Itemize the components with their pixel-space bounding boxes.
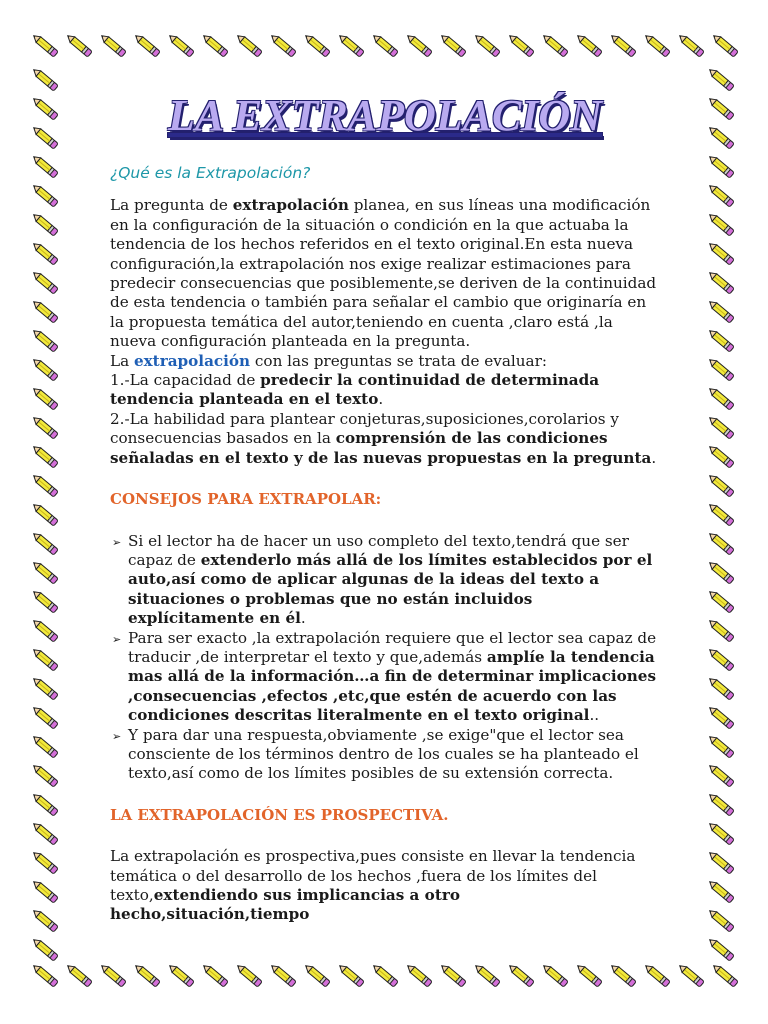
arrow-bullet-icon: ➢ <box>112 632 122 646</box>
pencil-icon <box>337 963 364 987</box>
pencil-icon <box>31 183 58 207</box>
pencil-icon <box>269 963 296 987</box>
closing-paragraph: La extrapolación es prospectiva,pues consiste en llevar la tendencia temática o del desarrollo de los hechos ,fuera de los límites del texto,extendiendo sus implicancias a otro hecho,situación,tiempo <box>110 847 636 924</box>
pencil-icon <box>133 33 160 57</box>
pencil-icon <box>707 183 734 207</box>
pencil-icon <box>31 763 58 787</box>
arrow-bullet-icon: ➢ <box>112 729 122 743</box>
pencil-icon <box>707 444 734 468</box>
pencil-icon <box>235 33 262 57</box>
pencil-icon <box>31 963 58 987</box>
pencil-icon <box>707 937 734 961</box>
point-1: 1.-La capacidad de predecir la continuidad de determinada tendencia planteada en el texto. <box>110 371 600 409</box>
pencil-icon <box>707 328 734 352</box>
pencil-icon <box>31 908 58 932</box>
pencil-icon <box>31 560 58 584</box>
pencil-icon <box>575 963 602 987</box>
pencil-icon <box>133 963 160 987</box>
pencil-icon <box>31 647 58 671</box>
pencil-icon <box>303 963 330 987</box>
pencil-icon <box>31 357 58 381</box>
pencil-icon <box>439 963 466 987</box>
pencil-icon <box>31 444 58 468</box>
pencil-icon <box>31 937 58 961</box>
pencil-icon <box>269 33 296 57</box>
pencil-icon <box>707 212 734 236</box>
pencil-icon <box>707 792 734 816</box>
pencil-icon <box>473 33 500 57</box>
pencil-icon <box>31 502 58 526</box>
pencil-icon <box>31 270 58 294</box>
pencil-icon <box>31 792 58 816</box>
pencil-icon <box>707 154 734 178</box>
list-item: ➢ Para ser exacto ,la extrapolación requiere que el lector sea capaz de traducir ,de interpretar el texto y que,además amplíe la tendencia mas allá de la información…a fin de determinar implicaciones ,consecuencias ,efectos ,etc,que estén de acuerdo con las condiciones descritas literalmente en el texto original.. <box>112 628 657 725</box>
pencil-icon <box>541 963 568 987</box>
pencil-icon <box>707 357 734 381</box>
pencil-icon <box>707 705 734 729</box>
pencil-icon <box>677 963 704 987</box>
pencil-icon <box>31 415 58 439</box>
pencil-icon <box>31 125 58 149</box>
pencil-icon <box>707 270 734 294</box>
pencil-icon <box>707 125 734 149</box>
pencil-icon <box>31 386 58 410</box>
pencil-icon <box>303 33 330 57</box>
pencil-icon <box>643 33 670 57</box>
pencil-icon <box>707 879 734 903</box>
pencil-icon <box>707 67 734 91</box>
pencil-icon <box>99 33 126 57</box>
pencil-icon <box>31 241 58 265</box>
point-2: 2.-La habilidad para plantear conjeturas,suposiciones,corolarios y consecuencias basados en la comprensión de las condiciones señaladas en el texto y de las nuevas propuestas en la pregunta. <box>110 409 657 467</box>
pencil-icon <box>707 763 734 787</box>
pencil-icon <box>31 33 58 57</box>
pencil-icon <box>31 154 58 178</box>
pencil-icon <box>707 647 734 671</box>
pencil-icon <box>65 33 92 57</box>
pencil-icon <box>707 415 734 439</box>
pencil-icon <box>643 963 670 987</box>
pencil-icon <box>707 531 734 555</box>
pencil-icon <box>707 502 734 526</box>
pencil-icon <box>31 589 58 613</box>
page-title: LA EXTRAPOLACIÓN <box>168 91 602 140</box>
pencil-icon <box>31 328 58 352</box>
pencil-icon <box>707 386 734 410</box>
pencil-icon <box>31 299 58 323</box>
pencil-icon <box>201 963 228 987</box>
pencil-icon <box>707 676 734 700</box>
advice-list <box>110 532 660 784</box>
pencil-icon <box>507 33 534 57</box>
pencil-icon <box>31 734 58 758</box>
pencil-icon <box>707 908 734 932</box>
pencil-icon <box>707 299 734 323</box>
pencil-icon <box>609 963 636 987</box>
pencil-icon <box>371 33 398 57</box>
pencil-icon <box>541 33 568 57</box>
pencil-icon <box>235 963 262 987</box>
pencil-icon <box>707 589 734 613</box>
prospective-section-title: LA EXTRAPOLACIÓN ES PROSPECTIVA. <box>110 805 449 824</box>
pencil-icon <box>65 963 92 987</box>
intro-paragraph: La pregunta de extrapolación planea, en sus líneas una modificación en la configuración de la situación o condición en la que actuaba la tendencia de los hechos referidos en el texto original.En esta nueva configuración,la extrapolación nos exige realizar estimaciones para predecir consecuencias que posiblemente,se deriven de la continuidad de esta tendencia o también para señalar el cambio que originaría en la propuesta temática del autor,teniendo en cuenta ,claro está ,la nueva configuración planteada en la pregunta. <box>110 196 657 351</box>
pencil-icon <box>707 473 734 497</box>
pencil-icon <box>31 821 58 845</box>
pencil-icon <box>707 821 734 845</box>
pencil-icon <box>31 212 58 236</box>
pencil-icon <box>31 67 58 91</box>
pencil-icon <box>31 531 58 555</box>
pencil-icon <box>609 33 636 57</box>
pencil-icon <box>31 473 58 497</box>
pencil-icon <box>31 705 58 729</box>
advice-section-title: CONSEJOS PARA EXTRAPOLAR: <box>110 490 382 509</box>
pencil-icon <box>439 33 466 57</box>
pencil-icon <box>405 33 432 57</box>
pencil-icon <box>707 241 734 265</box>
arrow-bullet-icon: ➢ <box>112 535 122 549</box>
pencil-icon <box>31 96 58 120</box>
pencil-icon <box>707 618 734 642</box>
list-item: ➢ Y para dar una respuesta,obviamente ,se exige"que el lector sea consciente de los términos dentro de los cuales se ha planteado el texto,así como de los límites posibles de su extensión correcta. <box>112 725 639 783</box>
pencil-icon <box>507 963 534 987</box>
pencil-icon <box>167 33 194 57</box>
pencil-icon <box>707 850 734 874</box>
pencil-icon <box>99 963 126 987</box>
definition-subtitle: ¿Qué es la Extrapolación? <box>110 164 311 182</box>
pencil-icon <box>473 963 500 987</box>
pencil-icon <box>575 33 602 57</box>
pencil-icon <box>337 33 364 57</box>
pencil-icon <box>707 560 734 584</box>
pencil-icon <box>31 879 58 903</box>
pencil-icon <box>31 850 58 874</box>
pencil-icon <box>31 618 58 642</box>
pencil-icon <box>711 963 738 987</box>
pencil-icon <box>371 963 398 987</box>
evaluate-line: La extrapolación con las preguntas se trata de evaluar: <box>110 351 547 370</box>
document-page <box>110 90 660 925</box>
pencil-icon <box>677 33 704 57</box>
pencil-icon <box>707 734 734 758</box>
list-item: ➢ Si el lector ha de hacer un uso completo del texto,tendrá que ser capaz de extenderlo más allá de los límites establecidos por el auto,así como de aplicar algunas de la ideas del texto a situaciones o problemas que no están incluidos explícitamente en él. <box>112 531 653 628</box>
pencil-icon <box>711 33 738 57</box>
pencil-icon <box>167 963 194 987</box>
pencil-icon <box>201 33 228 57</box>
pencil-icon <box>707 96 734 120</box>
pencil-icon <box>405 963 432 987</box>
pencil-icon <box>31 676 58 700</box>
